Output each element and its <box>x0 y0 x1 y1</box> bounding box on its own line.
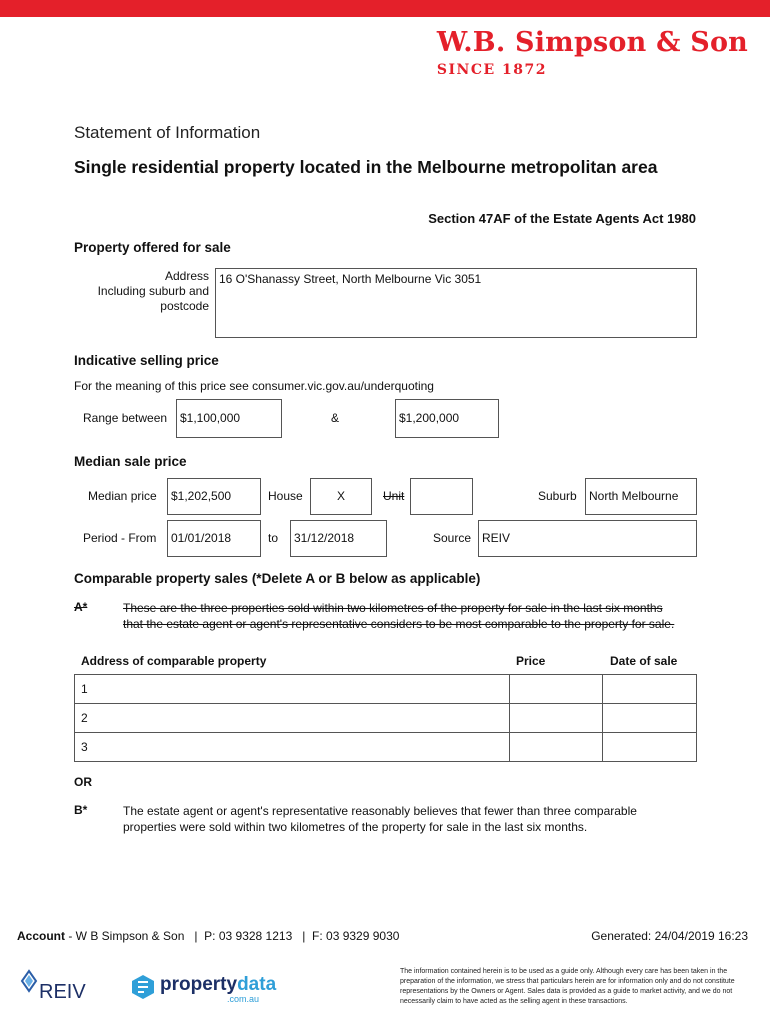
agency-name: W.B. Simpson & Son <box>436 27 748 58</box>
top-red-bar <box>0 0 770 17</box>
comparable-table <box>74 674 697 762</box>
unit-label: Unit <box>383 489 405 503</box>
account-label: Account <box>17 929 65 943</box>
suburb-label: Suburb <box>538 489 577 503</box>
house-label: House <box>268 489 303 503</box>
agency-since: SINCE 1872 <box>436 62 547 78</box>
source-field[interactable]: REIV <box>478 520 697 557</box>
section-reference: Section 47AF of the Estate Agents Act 1980 <box>428 211 696 226</box>
table-row <box>75 733 697 762</box>
logo-word-property: property <box>160 974 238 995</box>
option-a-text: These are the three properties sold within two kilometres of the property for sale in the last six months that the estate agent or agent's representative considers to be most comparable to the property for sale. <box>123 601 675 631</box>
indicative-note: For the meaning of this price see consumer.vic.gov.au/underquoting <box>74 379 434 393</box>
agency-logo <box>436 27 748 78</box>
property-heading: Property offered for sale <box>74 240 231 255</box>
col-address-header: Address of comparable property <box>81 654 267 668</box>
reiv-logo <box>17 967 97 1007</box>
row-number: 3 <box>81 740 88 754</box>
option-b-text: The estate agent or agent's representative reasonably believes that fewer than three comparable properties were sold within two kilometres of the property for sale in the last six months. <box>123 804 637 834</box>
period-to-field[interactable]: 31/12/2018 <box>290 520 387 557</box>
col-date-header: Date of sale <box>610 654 678 668</box>
option-b-label: B* <box>74 803 88 817</box>
propertydata-hex-icon <box>130 974 156 1000</box>
address-label-line: postcode <box>160 299 209 313</box>
col-price-header: Price <box>516 654 546 668</box>
median-price-label: Median price <box>88 489 157 503</box>
or-label: OR <box>74 775 92 789</box>
period-from-field[interactable]: 01/01/2018 <box>167 520 261 557</box>
range-ampersand: & <box>331 411 340 425</box>
table-row <box>75 704 697 733</box>
footer-account <box>17 929 399 943</box>
period-to-label: to <box>268 531 279 545</box>
disclaimer-text: The information contained herein is to be used as a guide only. Although every care has been taken in the preparation of the information, we stress that particulars herein are for information only and do not constitute representations by the Owners or Agent. Sales data is provided as a guide to market activity, and we do not necessarily claim to have acted as the selling agent in these transactions. <box>400 968 735 1005</box>
range-low-field[interactable]: $1,100,000 <box>176 399 282 438</box>
unit-field[interactable] <box>410 478 473 515</box>
address-label-line: Address <box>164 269 209 283</box>
median-heading: Median sale price <box>74 454 187 469</box>
range-label: Range between <box>83 411 168 425</box>
row-price-cell[interactable] <box>510 704 603 733</box>
house-field[interactable]: X <box>310 478 372 515</box>
row-date-cell[interactable] <box>603 733 697 762</box>
row-price-cell[interactable] <box>510 733 603 762</box>
median-price-field[interactable]: $1,202,500 <box>167 478 261 515</box>
reiv-logo-text: REIV <box>39 981 86 1003</box>
logo-word-data: data <box>237 974 277 995</box>
row-number: 2 <box>81 711 88 725</box>
account-details: - W B Simpson & Son | P: 03 9328 1213 | F: 03 9329 9030 <box>65 929 400 943</box>
period-label: Period - From <box>83 531 157 545</box>
row-address-cell[interactable] <box>75 733 510 762</box>
row-price-cell[interactable] <box>510 675 603 704</box>
document-title: Statement of Information <box>74 123 261 142</box>
address-field[interactable]: 16 O'Shanassy Street, North Melbourne Vic 3051 <box>215 268 697 338</box>
row-address-cell[interactable] <box>75 675 510 704</box>
suburb-field[interactable]: North Melbourne <box>585 478 697 515</box>
row-date-cell[interactable] <box>603 675 697 704</box>
address-label <box>74 269 209 314</box>
indicative-heading: Indicative selling price <box>74 353 219 368</box>
logo-domain: .com.au <box>227 994 260 1004</box>
address-label-line: Including suburb and <box>97 284 209 298</box>
footer-generated: Generated: 24/04/2019 16:23 <box>591 929 748 943</box>
range-high-field[interactable]: $1,200,000 <box>395 399 499 438</box>
option-a-label: A* <box>74 600 88 614</box>
table-row <box>75 675 697 704</box>
source-label: Source <box>433 531 472 545</box>
propertydata-logo <box>130 972 280 1006</box>
propertydata-logo-text <box>160 974 276 996</box>
row-number: 1 <box>81 682 88 696</box>
comparable-heading: Comparable property sales (*Delete A or B below as applicable) <box>74 571 481 586</box>
row-address-cell[interactable] <box>75 704 510 733</box>
row-date-cell[interactable] <box>603 704 697 733</box>
main-heading: Single residential property located in the Melbourne metropolitan area <box>74 157 658 177</box>
